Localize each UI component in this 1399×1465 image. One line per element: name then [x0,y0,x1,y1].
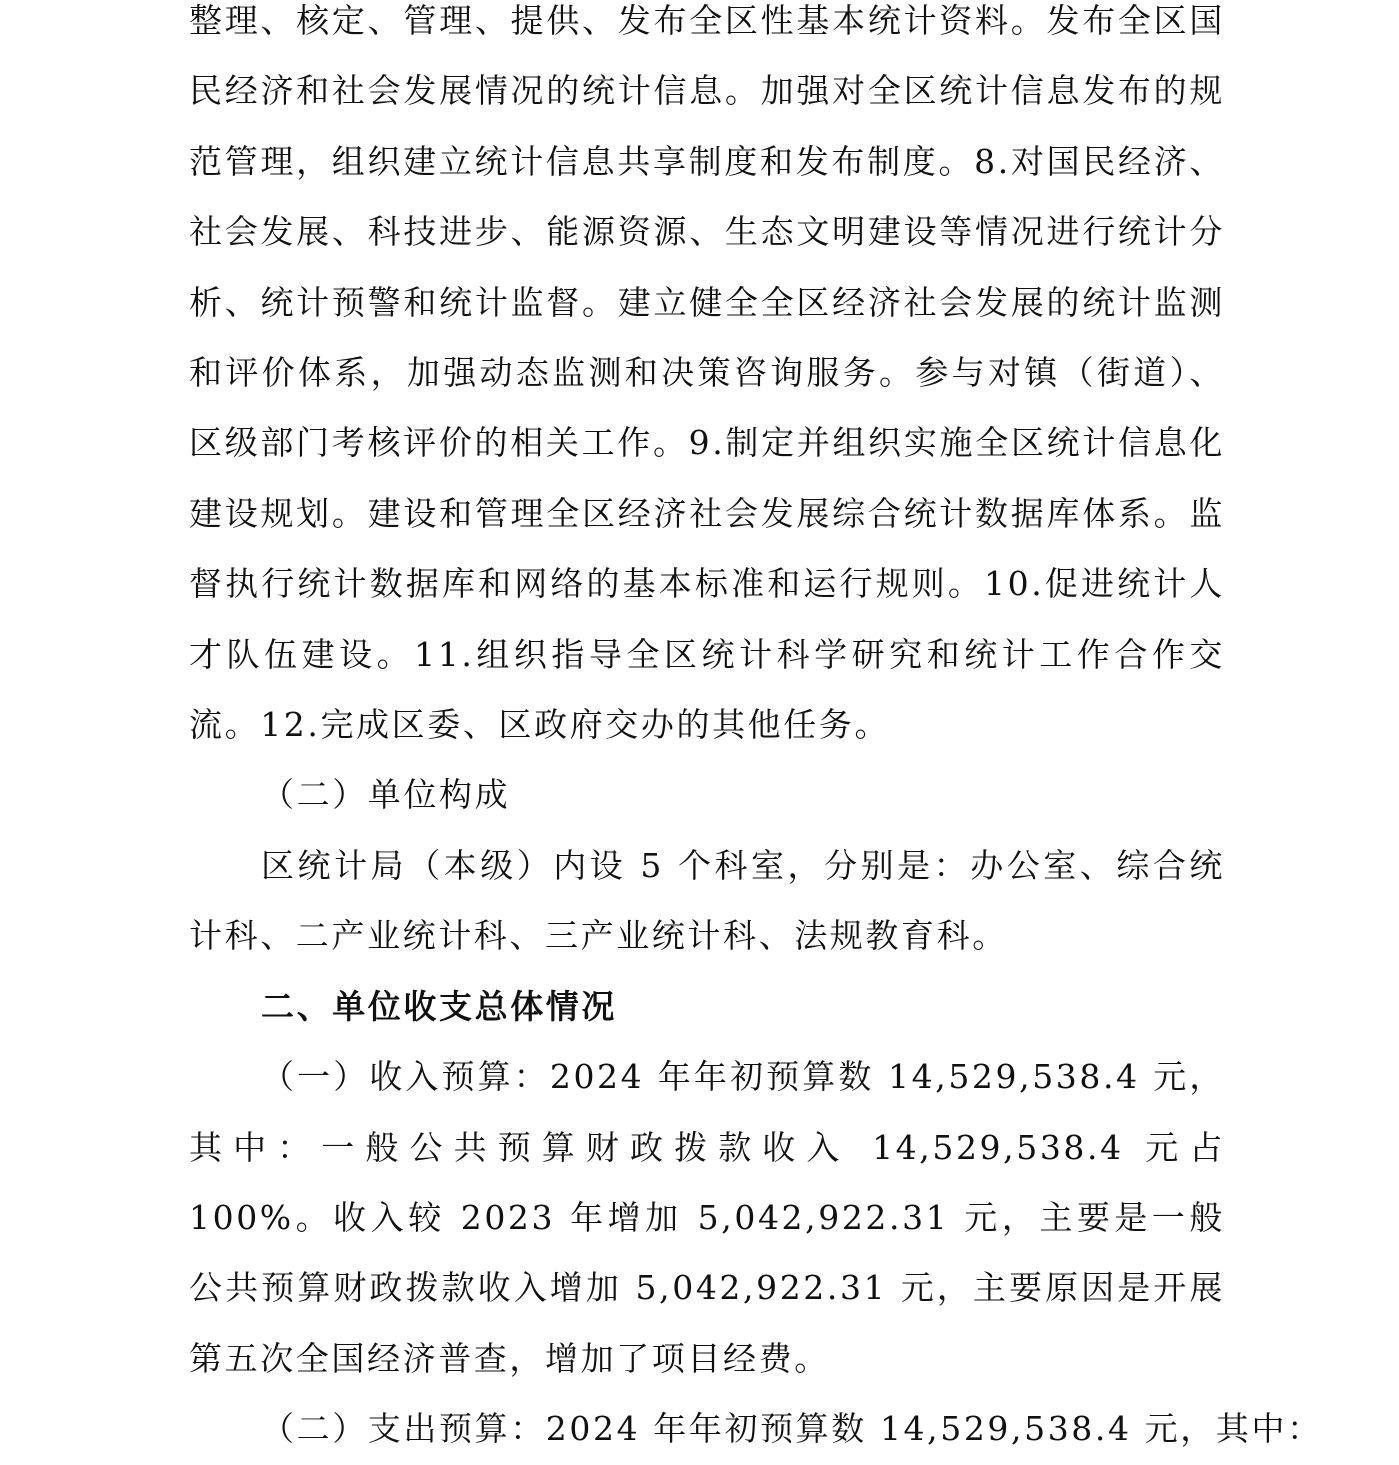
paragraph-expense-budget: （二）支出预算：2024 年年初预算数 14,529,538.4 元，其中： [261,1409,1323,1449]
document-page [189,0,1323,1465]
heading-section-2-revenue-expenditure: 二、单位收支总体情况 [261,986,617,1026]
paragraph-functions: 整理、核定、管理、提供、发布全区性基本统计资料。发布全区国民经济和社会发展情况的统计信息。加强对全区统计信息发布的规范管理，组织建立统计信息共享制度和发布制度。8.对国民经济、社会发展、科技进步、能源资源、生态文明建设等情况进行统计分析、统计预警和统计监督。建立健全全区经济社会发展的统计监测和评价体系，加强动态监测和决策咨询服务。参与对镇（街道）、区级部门考核评价的相关工作。9.制定并组织实施全区统计信息化建设规划。建设和管理全区经济社会发展综合统计数据库体系。监督执行统计数据库和网络的基本标准和运行规则。10.促进统计人才队伍建设。11.组织指导全区统计科学研究和统计工作合作交流。12.完成区委、区政府交办的其他任务。 [189,1,1225,745]
heading-unit-composition: （二）单位构成 [261,775,511,815]
paragraph-unit-composition: 区统计局（本级）内设 5 个科室，分别是：办公室、综合统计科、二产业统计科、三产业统计科、法规教育科。 [189,845,1225,956]
paragraph-income-budget: （一）收入预算：2024 年年初预算数 14,529,538.4 元，其中：一般公共预算财政拨款收入 14,529,538.4 元占 100%。收入较 2023 年增加 5,042,922.31 元，主要是一般公共预算财政拨款收入增加 5,042,922.31 元，主要原因是开展第五次全国经济普查，增加了项目经费。 [189,1057,1225,1378]
